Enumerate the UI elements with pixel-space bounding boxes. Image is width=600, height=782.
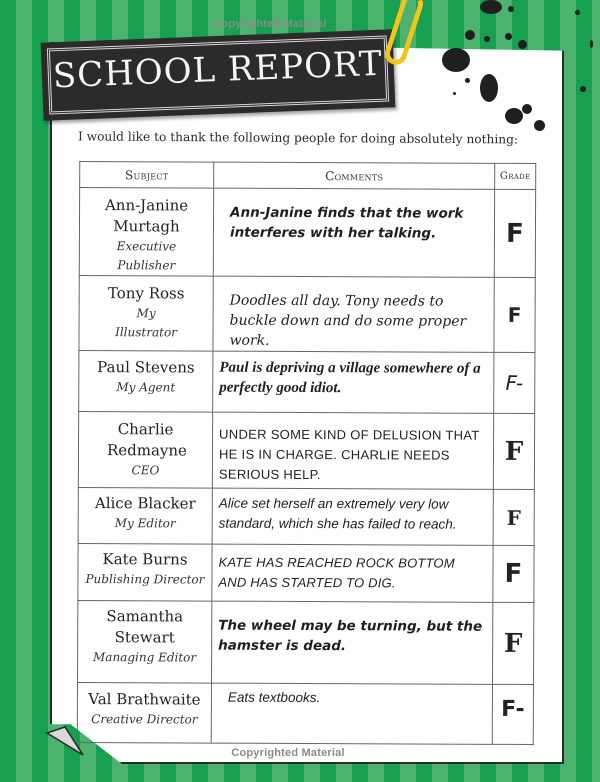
report-table <box>77 161 537 745</box>
table-row <box>78 412 534 490</box>
table-row <box>79 351 535 414</box>
person-role: Executive Publisher <box>116 239 177 273</box>
person-name: Ann-Janine Murtagh <box>104 196 189 236</box>
comment-text: UNDER SOME KIND OF DELUSION THAT HE IS IN CHARGE. CHARLIE NEEDS SERIOUS HELP. <box>218 426 480 483</box>
grade-cell: F <box>492 602 533 684</box>
chalkboard-header <box>41 29 396 120</box>
person-role: CEO <box>131 463 160 478</box>
column-header-comments: Comments <box>214 162 495 189</box>
comment-cell <box>211 601 492 684</box>
comment-text: Alice set herself an extremely very low standard, which she has failed to reach. <box>218 495 457 532</box>
copyright-watermark-top: Copyrighted Material <box>213 18 327 30</box>
table-row <box>78 544 534 603</box>
comment-text: KATE HAS REACHED ROCK BOTTOM AND HAS STARTED TO DIG. <box>218 554 455 591</box>
person-name: Tony Ross <box>107 284 185 303</box>
grade-cell: F- <box>494 352 535 413</box>
subject-cell <box>79 276 213 352</box>
grade-cell: F <box>493 545 534 602</box>
comment-cell <box>213 276 494 352</box>
comment-text: The wheel may be turning, but the hamster is dead. <box>218 617 483 655</box>
grade-cell: F <box>493 489 534 545</box>
comment-cell <box>212 544 493 602</box>
comment-text: Doodles all day. Tony needs to buckle down and do some proper work. <box>229 292 467 349</box>
subject-cell <box>77 683 211 744</box>
column-header-grade: Grade <box>495 163 536 189</box>
comment-cell <box>211 683 492 744</box>
comment-cell <box>212 412 493 489</box>
comment-cell <box>213 351 494 413</box>
comment-text: Eats textbooks. <box>227 689 321 706</box>
intro-text: I would like to thank the following people for doing absolutely nothing: <box>77 129 519 147</box>
table-header-row <box>80 162 536 190</box>
person-role: Managing Editor <box>92 650 197 665</box>
subject-cell <box>79 188 213 277</box>
grade-cell: F <box>494 277 535 352</box>
column-header-subject: Subject <box>80 162 214 189</box>
subject-cell <box>77 601 211 684</box>
person-name: Alice Blacker <box>94 494 196 513</box>
table-row <box>77 601 533 685</box>
grade-cell: F- <box>492 684 533 744</box>
subject-cell <box>78 488 212 545</box>
person-role: My Illustrator <box>115 306 177 340</box>
person-name: Val Brathwaite <box>88 690 201 709</box>
person-name: Samantha Stewart <box>106 607 184 647</box>
person-role: Publishing Director <box>85 572 205 587</box>
person-name: Charlie Redmayne <box>106 420 188 460</box>
comment-cell <box>212 488 493 545</box>
person-name: Kate Burns <box>102 550 188 569</box>
table-row <box>78 488 534 546</box>
person-role: Creative Director <box>91 712 198 727</box>
table-row <box>79 188 535 278</box>
subject-cell <box>79 351 213 413</box>
table-row <box>79 276 535 353</box>
subject-cell <box>78 412 212 489</box>
comment-text: Ann-Janine finds that the work interferes with her talking. <box>229 204 464 242</box>
person-role: My Agent <box>116 380 176 395</box>
subject-cell <box>78 544 212 602</box>
grade-cell: F <box>493 413 534 489</box>
copyright-watermark-bottom: Copyrighted Material <box>231 747 345 759</box>
comment-cell <box>213 188 494 277</box>
grade-cell: F <box>494 189 535 277</box>
comment-text: Paul is depriving a village somewhere of a perfectly good idiot. <box>219 359 481 397</box>
page-title: SCHOOL REPORT <box>52 43 384 97</box>
person-name: Paul Stevens <box>97 358 195 377</box>
table-row <box>77 683 533 745</box>
person-role: My Editor <box>114 516 176 531</box>
